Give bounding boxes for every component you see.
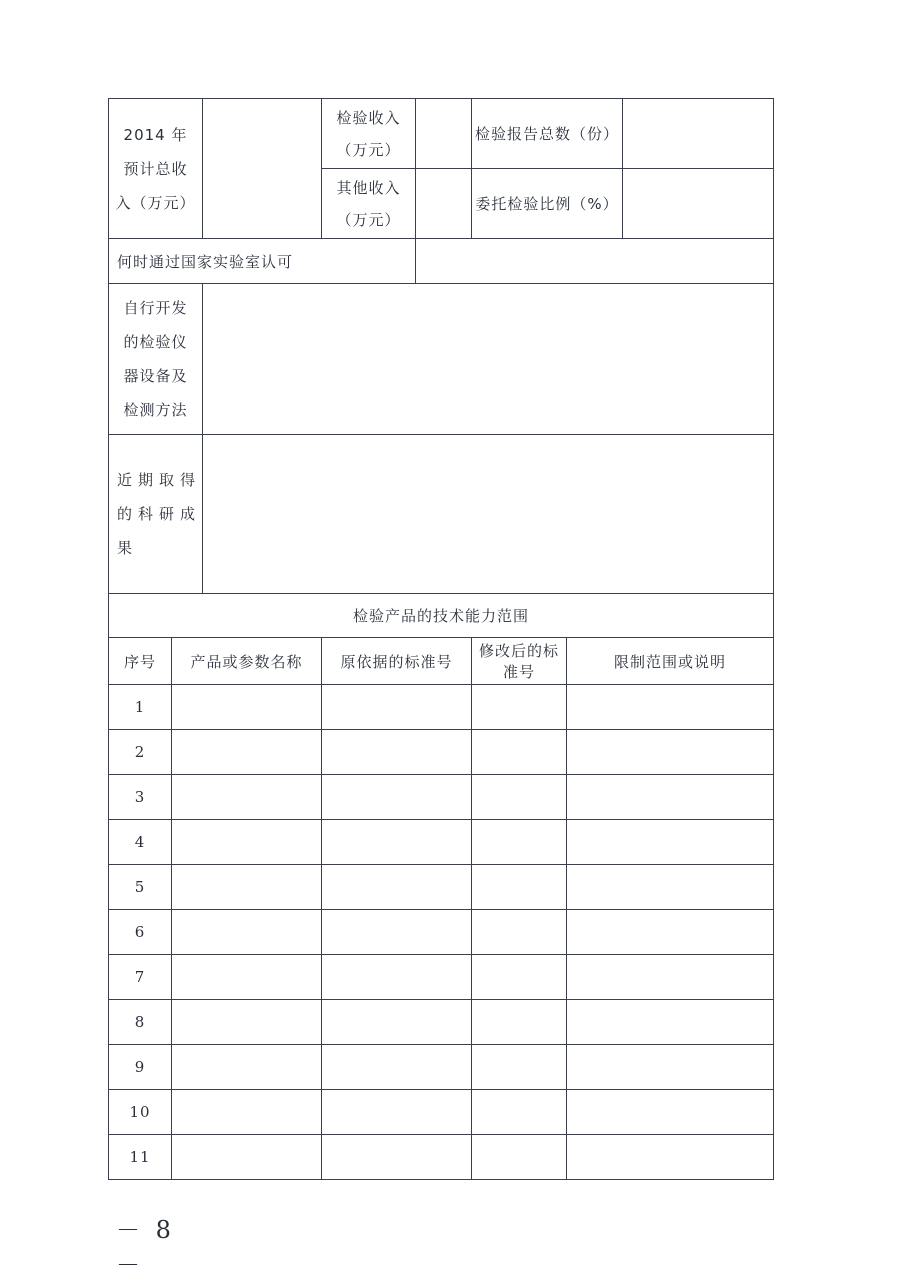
product-name-cell[interactable] [172, 955, 322, 1000]
limitation-cell[interactable] [567, 1045, 774, 1090]
limitation-cell[interactable] [567, 955, 774, 1000]
row-number: 2 [109, 730, 172, 775]
original-standard-cell[interactable] [322, 910, 472, 955]
original-standard-cell[interactable] [322, 730, 472, 775]
other-income-label: 其他收入 （万元） [322, 169, 416, 239]
revised-standard-cell[interactable] [472, 865, 567, 910]
revised-standard-cell[interactable] [472, 955, 567, 1000]
table-row [109, 1090, 774, 1135]
limitation-cell[interactable] [567, 1135, 774, 1180]
product-name-cell[interactable] [172, 1000, 322, 1045]
product-name-cell[interactable] [172, 775, 322, 820]
revised-standard-cell[interactable] [472, 730, 567, 775]
other-income-value-cell[interactable] [416, 169, 472, 239]
row-number: 3 [109, 775, 172, 820]
revised-standard-cell[interactable] [472, 820, 567, 865]
page-number: － 8 － [116, 1216, 175, 1279]
lab-info-form-table [108, 98, 774, 1180]
row-number: 10 [109, 1090, 172, 1135]
limitation-cell[interactable] [567, 1000, 774, 1045]
table-row [109, 1135, 774, 1180]
original-standard-cell[interactable] [322, 1045, 472, 1090]
limitation-cell[interactable] [567, 685, 774, 730]
capability-table-title: 检验产品的技术能力范围 [109, 594, 774, 638]
accreditation-value-cell[interactable] [416, 239, 774, 284]
header-product-name: 产品或参数名称 [172, 638, 322, 685]
inspection-income-value-cell[interactable] [416, 99, 472, 169]
row-number: 11 [109, 1135, 172, 1180]
original-standard-cell[interactable] [322, 685, 472, 730]
capability-header-row [109, 638, 774, 685]
original-standard-cell[interactable] [322, 1135, 472, 1180]
inspection-income-label: 检验收入 （万元） [322, 99, 416, 169]
row-number: 1 [109, 685, 172, 730]
original-standard-cell[interactable] [322, 1000, 472, 1045]
limitation-cell[interactable] [567, 865, 774, 910]
original-standard-cell[interactable] [322, 955, 472, 1000]
research-results-value-cell[interactable] [203, 435, 774, 594]
header-limitation: 限制范围或说明 [567, 638, 774, 685]
product-name-cell[interactable] [172, 865, 322, 910]
self-developed-value-cell[interactable] [203, 284, 774, 435]
limitation-cell[interactable] [567, 775, 774, 820]
revised-standard-cell[interactable] [472, 910, 567, 955]
header-revised-standard: 修改后的标准号 [472, 638, 567, 685]
row-number: 9 [109, 1045, 172, 1090]
table-row [109, 1045, 774, 1090]
original-standard-cell[interactable] [322, 775, 472, 820]
report-total-label: 检验报告总数（份） [472, 99, 623, 169]
row-number: 7 [109, 955, 172, 1000]
table-row [109, 685, 774, 730]
limitation-cell[interactable] [567, 1090, 774, 1135]
table-row [109, 910, 774, 955]
product-name-cell[interactable] [172, 820, 322, 865]
revised-standard-cell[interactable] [472, 1045, 567, 1090]
row-number: 4 [109, 820, 172, 865]
revised-standard-cell[interactable] [472, 1000, 567, 1045]
original-standard-cell[interactable] [322, 1090, 472, 1135]
product-name-cell[interactable] [172, 1135, 322, 1180]
table-row [109, 730, 774, 775]
table-row [109, 820, 774, 865]
revised-standard-cell[interactable] [472, 1090, 567, 1135]
original-standard-cell[interactable] [322, 820, 472, 865]
row-number: 8 [109, 1000, 172, 1045]
row-number: 5 [109, 865, 172, 910]
limitation-cell[interactable] [567, 730, 774, 775]
report-total-value-cell[interactable] [623, 99, 774, 169]
product-name-cell[interactable] [172, 685, 322, 730]
revised-standard-cell[interactable] [472, 775, 567, 820]
revised-standard-cell[interactable] [472, 1135, 567, 1180]
entrusted-ratio-value-cell[interactable] [623, 169, 774, 239]
product-name-cell[interactable] [172, 1045, 322, 1090]
research-results-label: 近期取得 的科研成 果 [109, 435, 203, 594]
year-total-income-label: 2014 年 预计总收 入（万元） [109, 99, 203, 239]
header-serial: 序号 [109, 638, 172, 685]
row-number: 6 [109, 910, 172, 955]
product-name-cell[interactable] [172, 730, 322, 775]
table-row [109, 1000, 774, 1045]
product-name-cell[interactable] [172, 910, 322, 955]
entrusted-ratio-label: 委托检验比例（%） [472, 169, 623, 239]
table-row [109, 775, 774, 820]
header-original-standard: 原依据的标准号 [322, 638, 472, 685]
original-standard-cell[interactable] [322, 865, 472, 910]
table-row [109, 865, 774, 910]
limitation-cell[interactable] [567, 820, 774, 865]
table-row [109, 955, 774, 1000]
self-developed-label: 自行开发 的检验仪 器设备及 检测方法 [109, 284, 203, 435]
product-name-cell[interactable] [172, 1090, 322, 1135]
revised-standard-cell[interactable] [472, 685, 567, 730]
total-income-value-cell[interactable] [203, 99, 322, 239]
limitation-cell[interactable] [567, 910, 774, 955]
accreditation-label: 何时通过国家实验室认可 [109, 239, 416, 284]
